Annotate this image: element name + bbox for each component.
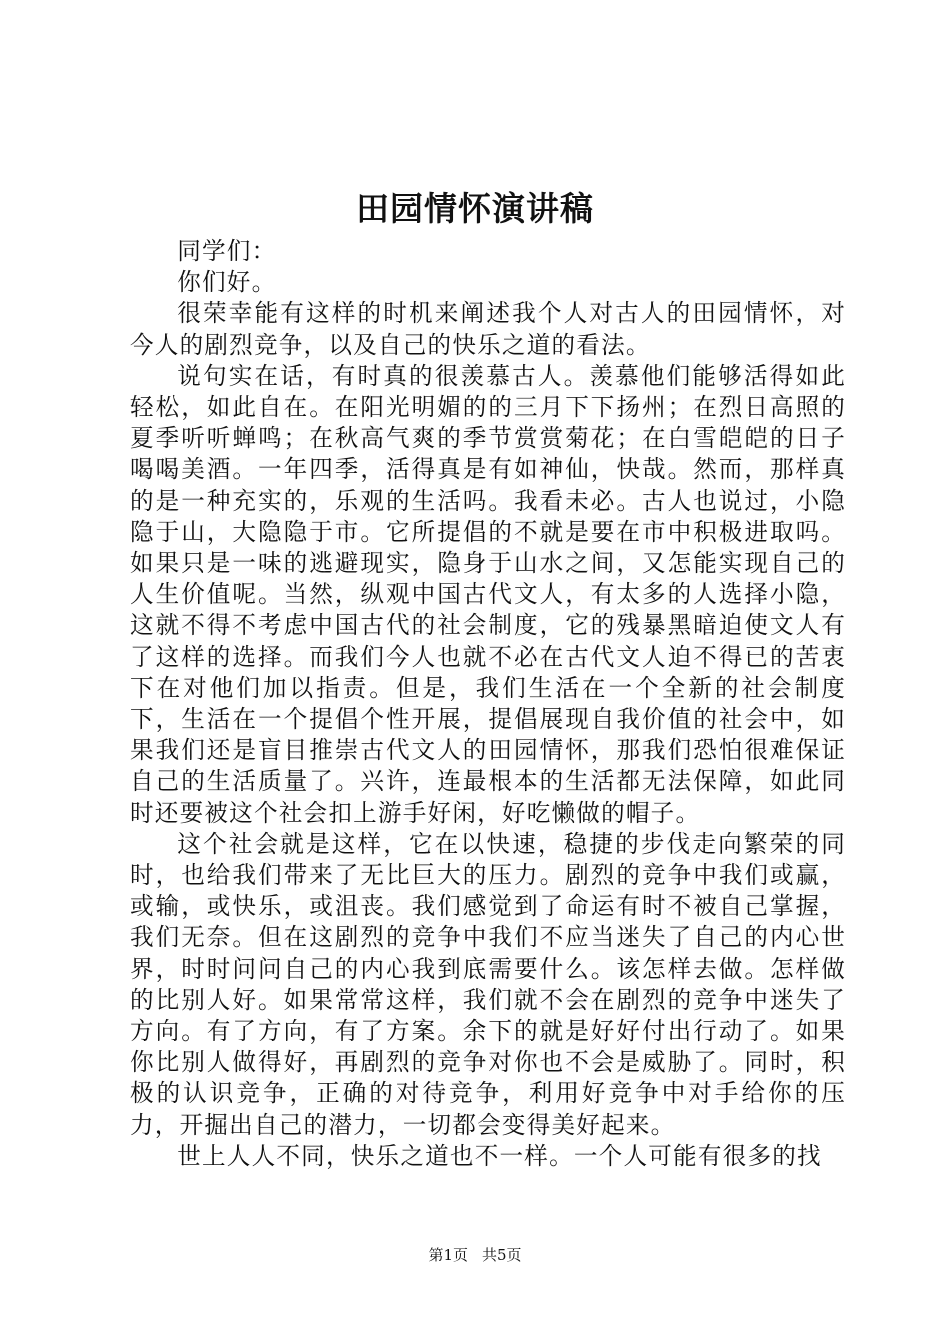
paragraph-greeting: 你们好。 (177, 268, 277, 297)
document-title: 田园情怀演讲稿 (356, 189, 594, 228)
document-body (130, 236, 846, 1172)
page-number: 第1页 (428, 1246, 468, 1264)
page-total: 共5页 (482, 1246, 522, 1264)
paragraph-competition: 这个社会就是这样，它在以快速，稳捷的步伐走向繁荣的同时，也给我们带来了无比巨大的压力。剧烈的竞争中我们或赢，或输，或快乐，或沮丧。我们感觉到了命运有时不被自己掌握，我们无奈。但在这剧烈的竞争中我们不应当迷失了自己的内心世界，时时问问自己的内心我到底需要什么。该怎样去做。怎样做的比别人好。如果常常这样，我们就不会在剧烈的竞争中迷失了方向。有了方向，有了方案。余下的就是好好付出行动了。如果你比别人做得好，再剧烈的竞争对你也不会是威胁了。同时，积极的认识竞争，正确的对待竞争，利用好竞争中对手给你的压力，开掘出自己的潜力，一切都会变得美好起来。 (130, 829, 846, 1139)
paragraph-salutation: 同学们： (177, 237, 277, 265)
page-footer (0, 1243, 950, 1267)
paragraph-happiness: 世上人人不同，快乐之道也不一样。一个人可能有很多的找 (177, 1141, 822, 1170)
paragraph-intro: 很荣幸能有这样的时机来阐述我个人对古人的田园情怀，对今人的剧烈竞争，以及自己的快乐之道的看法。 (130, 299, 846, 359)
paragraph-ancients: 说句实在话，有时真的很羡慕古人。羡慕他们能够活得如此轻松，如此自在。在阳光明媚的的三月下下扬州；在烈日高照的夏季听听蝉鸣；在秋高气爽的季节赏赏菊花；在白雪皑皑的日子喝喝美酒。一年四季，活得真是有如神仙，快哉。然而，那样真的是一种充实的，乐观的生活吗。我看未必。古人也说过，小隐隐于山，大隐隐于市。它所提倡的不就是要在市中积极进取吗。如果只是一味的逃避现实，隐身于山水之间，又怎能实现自己的人生价值呢。当然，纵观中国古代文人，有太多的人选择小隐，这就不得不考虑中国古代的社会制度，它的残暴黑暗迫使文人有了这样的选择。而我们今人也就不必在古代文人迫不得已的苦衷下在对他们加以指责。但是，我们生活在一个全新的社会制度下，生活在一个提倡个性开展，提倡展现自我价值的社会中，如果我们还是盲目推崇古代文人的田园情怀，那我们恐怕很难保证自己的生活质量了。兴许，连最根本的生活都无法保障，如此同时还要被这个社会扣上游手好闲，好吃懒做的帽子。 (130, 361, 846, 827)
